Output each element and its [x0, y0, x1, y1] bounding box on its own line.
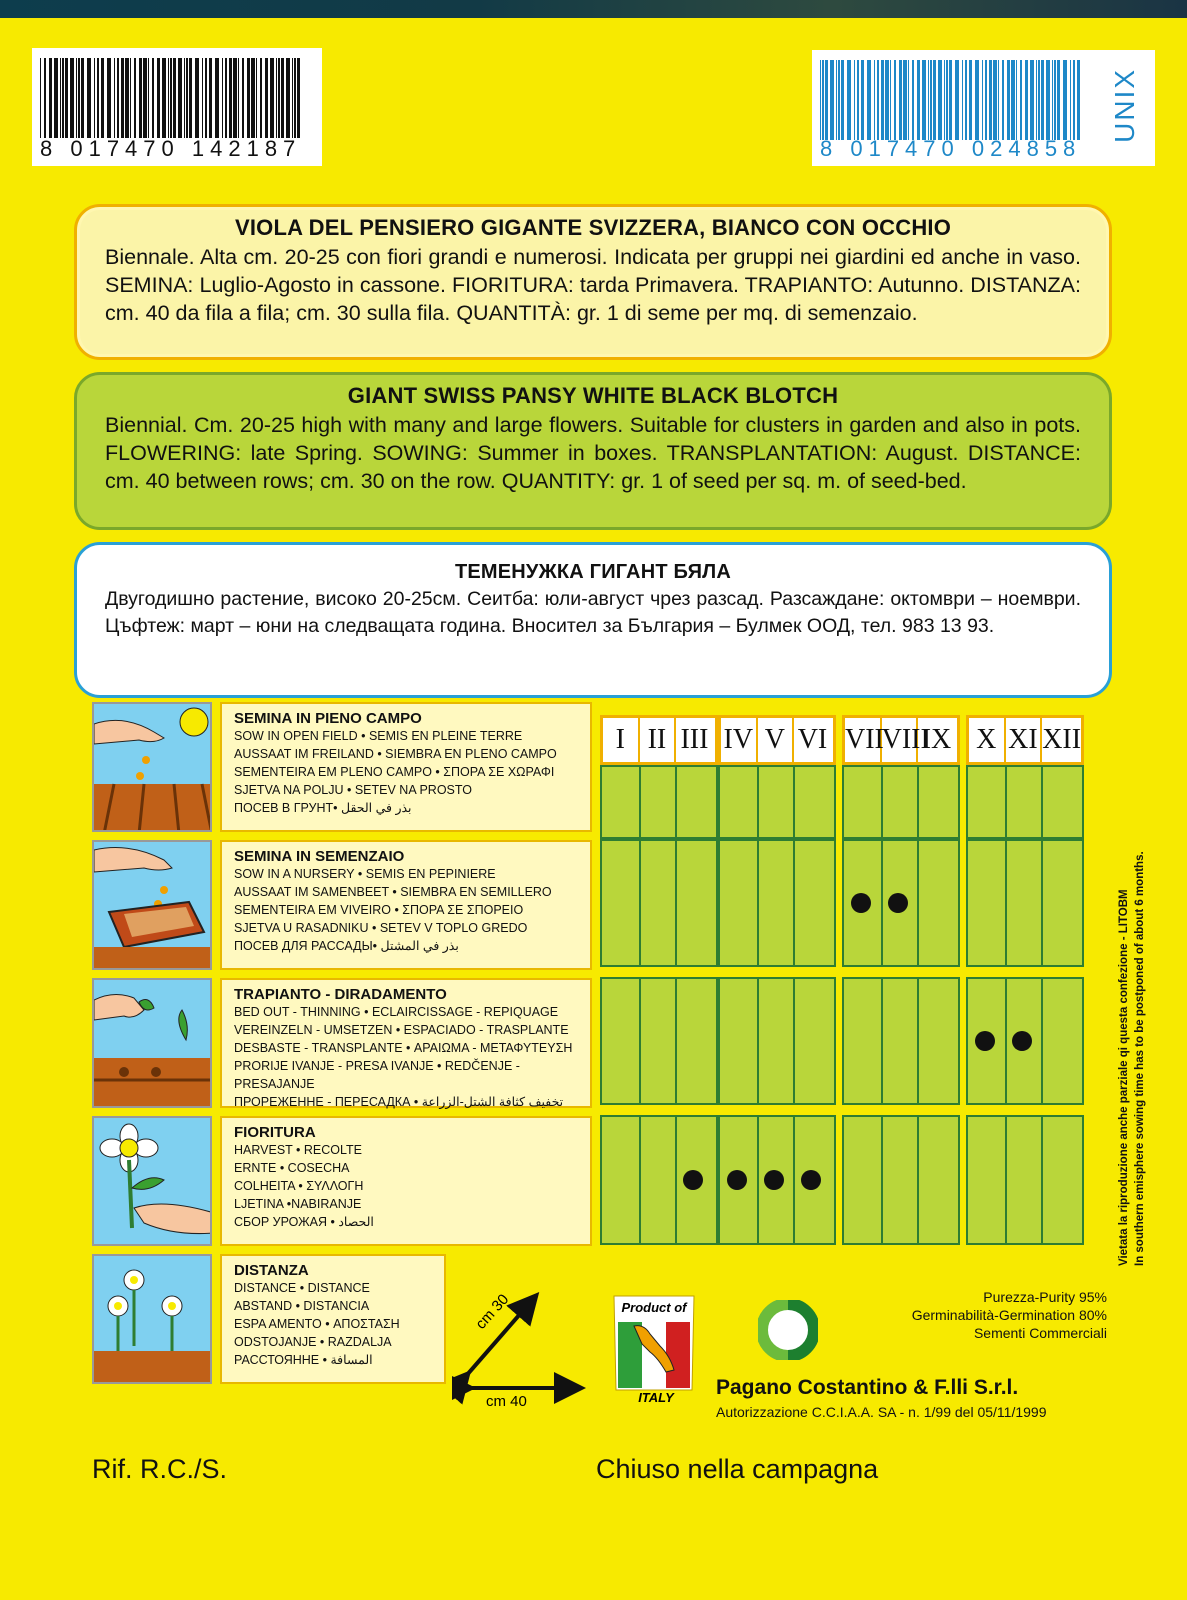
- month-group-header: [718, 715, 836, 765]
- row-line: AUSSAAT IM FREILAND • SIEMBRA EN PLENO CAMPO: [234, 747, 557, 761]
- italy-label: ITALY: [638, 1390, 674, 1404]
- row-title: DISTANZA: [234, 1262, 309, 1279]
- green-dot-recycle-icon: [758, 1300, 818, 1365]
- calendar-divider: [881, 767, 883, 837]
- english-description: [74, 372, 1112, 530]
- month-label: IX: [921, 724, 952, 755]
- calendar-cell-group: [966, 839, 1084, 967]
- calendar-divider: [1005, 841, 1007, 965]
- calendar-divider: [639, 979, 641, 1103]
- bulgarian-text: Двугодишно растение, високо 20-25см. Сеитба: юли-август чрез разсад. Разсаждане: октомври – ноември. Цъфтеж: март – юни на следващата година. Вносител за България – Булмек ООД, тел. 983 13 93.: [105, 588, 1081, 637]
- row-line: DISTANCE • DISTANCE: [234, 1281, 370, 1295]
- calendar-cell-group: [842, 765, 960, 839]
- row-line: PRORIJE IVANJE - PRESA IVANJE • REDČENJE - PRESAJANJE: [234, 1059, 520, 1091]
- month-label: XI: [1006, 718, 1043, 762]
- packed-note: Chiuso nella campagna: [596, 1454, 879, 1484]
- row-line: ERNTE • COSECHA: [234, 1161, 350, 1175]
- calendar-divider: [917, 767, 919, 837]
- month-label: VII: [845, 718, 882, 762]
- month-label: V: [758, 718, 795, 762]
- calendar-cell-group: [718, 839, 836, 967]
- calendar-divider: [1005, 979, 1007, 1103]
- row-line: РАССТОЯННЕ • المسافة: [234, 1353, 373, 1367]
- commercial-line: Sementi Commerciali: [973, 1325, 1107, 1341]
- calendar-divider: [917, 979, 919, 1103]
- row-sow-open-field: [220, 702, 592, 832]
- germination-line: Germinabilità-Germination 80%: [911, 1307, 1107, 1323]
- barcode-left-digits: 8 017470 142187: [40, 136, 302, 161]
- calendar-divider: [793, 979, 795, 1103]
- calendar-divider: [1041, 767, 1043, 837]
- authorization: Autorizzazione C.C.I.A.A. SA - n. 1/99 del 05/11/1999: [716, 1404, 1047, 1420]
- calendar-divider: [881, 1117, 883, 1243]
- schedule-dot: [888, 893, 908, 913]
- calendar-divider: [793, 841, 795, 965]
- month-label: IV: [721, 718, 758, 762]
- month-group-header: [966, 715, 1084, 765]
- calendar-divider: [881, 979, 883, 1103]
- distance-diagram: [452, 1280, 594, 1413]
- month-label: III: [680, 724, 709, 755]
- calendar-cell-group: [842, 977, 960, 1105]
- row-line: ПОСЕВ ДЛЯ РАССАДЫ• بذر في المشتل: [234, 939, 459, 953]
- bulgarian-description: [74, 542, 1112, 698]
- distance-between-label: cm 40: [486, 1393, 527, 1408]
- side-notice: [1118, 790, 1178, 1270]
- month-label: XII: [1042, 724, 1082, 755]
- row-line: DESBASTE - TRANSPLANTE • ΑΡΑΙΩΜΑ - ΜΕΤΑΦΥΤΕΥΣΗ: [234, 1041, 573, 1055]
- calendar-divider: [881, 841, 883, 965]
- calendar-divider: [639, 841, 641, 965]
- calendar-divider: [675, 767, 677, 837]
- calendar-divider: [639, 767, 641, 837]
- italian-title: VIOLA DEL PENSIERO GIGANTE SVIZZERA, BIANCO CON OCCHIO: [234, 215, 952, 240]
- row-line: ПРОРЕЖЕННЕ - ПЕРЕСАДКА • تخفيف كثافة الشتل-الزراعة: [234, 1095, 564, 1109]
- product-of-label: Product of: [621, 1300, 687, 1315]
- calendar-divider: [917, 1117, 919, 1243]
- row-line: COLHEITA • ΣΥΛΛΟΓΗ: [234, 1179, 364, 1193]
- bulgarian-title: ТЕМЕНУЖКА ГИГАНТ БЯЛА: [454, 561, 732, 583]
- calendar-divider: [1005, 1117, 1007, 1243]
- row-title: SEMINA IN PIENO CAMPO: [234, 710, 422, 727]
- row-line: SEMENTEIRA EM PLENO CAMPO • ΣΠΟΡΑ ΣΕ ΧΩΡΑΦΙ: [234, 765, 555, 779]
- calendar-divider: [757, 1117, 759, 1243]
- purity-info: [912, 1288, 1107, 1342]
- calendar-cell-group: [966, 765, 1084, 839]
- calendar-cell-group: [842, 1115, 960, 1245]
- month-label: X: [969, 718, 1006, 762]
- distance-row-label: cm 30: [472, 1290, 513, 1333]
- calendar-divider: [757, 767, 759, 837]
- row-line: VEREINZELN - UMSETZEN • ESPACIADO - TRASPLANTE: [234, 1023, 569, 1037]
- row-transplant: [220, 978, 592, 1108]
- calendar-divider: [1005, 767, 1007, 837]
- month-label: I: [603, 718, 640, 762]
- row-title: TRAPIANTO - DIRADAMENTO: [234, 986, 447, 1003]
- month-label: VIII: [882, 718, 919, 762]
- purity-line: Purezza-Purity 95%: [983, 1289, 1107, 1305]
- english-title: GIANT SWISS PANSY WHITE BLACK BLOTCH: [347, 383, 839, 408]
- side-notice-line1: Vietata la riproduzione anche parziale qi questa confezione - LITOBM: [1118, 889, 1130, 1266]
- calendar-cell-group: [718, 977, 836, 1105]
- side-notice-line2: In southern emisphere sowing time has to be postponed of about 6 months.: [1134, 851, 1146, 1266]
- row-line: BED OUT - THINNING • ECLAIRCISSAGE - REPIQUAGE: [234, 1005, 559, 1019]
- month-label: II: [640, 718, 677, 762]
- row-line: СБОР УРОЖАЯ • الحصاد: [234, 1215, 374, 1229]
- sowing-calendar: [600, 715, 1122, 1255]
- english-text: Biennial. Cm. 20-25 high with many and large flowers. Suitable for clusters in garden and also in pots. FLOWERING: late Spring. SOWING: Summer in boxes. TRANSPLANTATION: August. DISTANCE: cm. 40 between rows; cm. 30 on the row. QUANTITY: gr. 1 of seed per sq. m. of seed-bed.: [105, 413, 1081, 493]
- row-distance: [220, 1254, 446, 1384]
- schedule-dot: [683, 1170, 703, 1190]
- product-of-italy-logo: [604, 1286, 704, 1409]
- row-line: SEMENTEIRA EM VIVEIRO • ΣΠΟΡΑ ΣΕ ΣΠΟΡΕΙΟ: [234, 903, 524, 917]
- schedule-dot: [1012, 1031, 1032, 1051]
- calendar-divider: [675, 1117, 677, 1243]
- calendar-divider: [757, 979, 759, 1103]
- sow-open-field-icon: [92, 702, 212, 832]
- company-name: Pagano Costantino & F.lli S.r.l.: [716, 1376, 1019, 1399]
- row-line: SJETVA U RASADNIKU • SETEV V TOPLO GREDO: [234, 921, 528, 935]
- reference-code: Rif. R.C./S.: [92, 1454, 228, 1484]
- calendar-divider: [793, 767, 795, 837]
- row-line: ODSTOJANJE • RAZDALJA: [234, 1335, 392, 1349]
- calendar-cell-group: [966, 1115, 1084, 1245]
- sow-nursery-icon: [92, 840, 212, 970]
- row-line: AUSSAAT IM SAMENBEET • SIEMBRA EN SEMILLERO: [234, 885, 552, 899]
- calendar-divider: [1041, 841, 1043, 965]
- calendar-divider: [675, 841, 677, 965]
- calendar-cell-group: [600, 765, 718, 839]
- month-label: VI: [797, 724, 828, 755]
- row-line: SOW IN OPEN FIELD • SEMIS EN PLEINE TERRE: [234, 729, 523, 743]
- calendar-divider: [917, 841, 919, 965]
- schedule-dot: [764, 1170, 784, 1190]
- barcode-right: [812, 50, 1155, 166]
- calendar-cell-group: [600, 839, 718, 967]
- calendar-cell-group: [600, 977, 718, 1105]
- calendar-divider: [793, 1117, 795, 1243]
- row-line: ESPA AMENTO • ΑΠΟΣΤΑΣΗ: [234, 1317, 400, 1331]
- calendar-divider: [1041, 979, 1043, 1103]
- calendar-cell-group: [718, 765, 836, 839]
- calendar-divider: [639, 1117, 641, 1243]
- row-line: SJETVA NA POLJU • SETEV NA PROSTO: [234, 783, 473, 797]
- barcode-left: [32, 48, 322, 166]
- schedule-dot: [801, 1170, 821, 1190]
- brand-label: UNIX: [1109, 68, 1140, 143]
- italian-description: [74, 204, 1112, 360]
- barcode-bars: [40, 58, 312, 138]
- month-group-header: [842, 715, 960, 765]
- month-group-header: [600, 715, 718, 765]
- calendar-divider: [1041, 1117, 1043, 1243]
- barcode-right-digits: 8 017470 024858: [820, 136, 1082, 161]
- row-line: HARVEST • RECOLTE: [234, 1143, 363, 1157]
- flowering-icon: [92, 1116, 212, 1246]
- row-line: LJETINA •NABIRANJE: [234, 1197, 362, 1211]
- italian-text: Biennale. Alta cm. 20-25 con fiori grandi e numerosi. Indicata per gruppi nei giardini ed anche in vaso. SEMINA: Luglio-Agosto in cassone. FIORITURA: tarda Primavera. TRAPIANTO: Autunno. DISTANZA: cm. 40 da fila a fila; cm. 30 sulla fila. QUANTITÀ: gr. 1 di seme per mq. di semenzaio.: [105, 245, 1081, 325]
- row-title: FIORITURA: [234, 1124, 316, 1141]
- row-flowering: [220, 1116, 592, 1246]
- transplant-icon: [92, 978, 212, 1108]
- distance-icon: [92, 1254, 212, 1384]
- top-color-band: [0, 0, 1187, 18]
- calendar-divider: [675, 979, 677, 1103]
- row-line: ПОСЕВ В ГРУНТ• بذر في الحقل: [234, 801, 412, 815]
- row-sow-nursery: [220, 840, 592, 970]
- row-line: SOW IN A NURSERY • SEMIS EN PEPINIERE: [234, 867, 496, 881]
- row-line: ABSTAND • DISTANCIA: [234, 1299, 370, 1313]
- barcode-bars: [820, 60, 1090, 140]
- calendar-divider: [757, 841, 759, 965]
- row-title: SEMINA IN SEMENZAIO: [234, 848, 405, 865]
